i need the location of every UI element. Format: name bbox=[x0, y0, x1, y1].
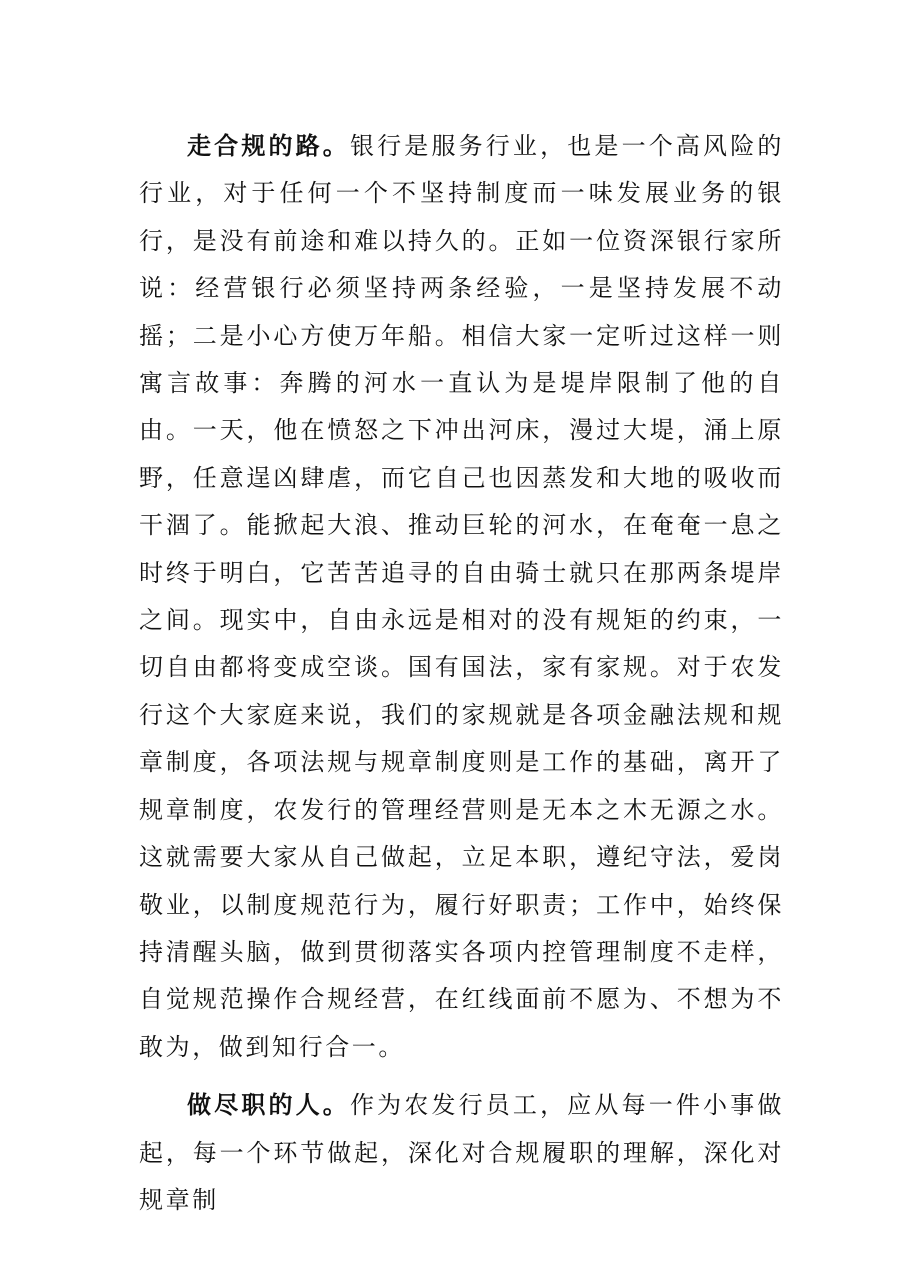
paragraph-text: 银行是服务行业，也是一个高风险的行业，对于任何一个不坚持制度而一味发展业务的银行，是没有前途和难以持久的。正如一位资深银行家所说：经营银行必须坚持两条经验，一是坚持发展不动摇；二是小心方使万年船。相信大家一定听过这样一则寓言故事：奔腾的河水一直认为是堤岸限制了他的自由。一天，他在愤怒之下冲出河床，漫过大堤，涌上原野，任意逞凶肆虐，而它自己也因蒸发和大地的吸收而干涸了。能掀起大浪、推动巨轮的河水，在奄奄一息之时终于明白，它苦苦追寻的自由骑士就只在那两条堤岸之间。现实中，自由永远是相对的没有规矩的约束，一切自由都将变成空谈。国有国法，家有家规。对于农发行这个大家庭来说，我们的家规就是各项金融法规和规章制度，各项法规与规章制度则是工作的基础，离开了规章制度，农发行的管理经营则是无本之木无源之水。这就需要大家从自己做起，立足本职，遵纪守法，爱岗敬业，以制度规范行为，履行好职责；工作中，始终保持清醒头脑，做到贯彻落实各项内控管理制度不走样，自觉规范操作合规经营，在红线面前不愿为、不想为不敢为，做到知行合一。 bbox=[139, 132, 784, 1061]
paragraph-compliance bbox=[139, 122, 784, 1071]
paragraph-heading: 走合规的路。 bbox=[187, 131, 350, 160]
document-body bbox=[139, 122, 784, 1224]
paragraph-heading: 做尽职的人。 bbox=[187, 1090, 350, 1120]
paragraph-duty bbox=[139, 1081, 784, 1224]
paragraph-text: 作为农发行员工，应从每一件小事做起，每一个环节做起，深化对合规履职的理解，深化对规章制 bbox=[139, 1091, 784, 1214]
